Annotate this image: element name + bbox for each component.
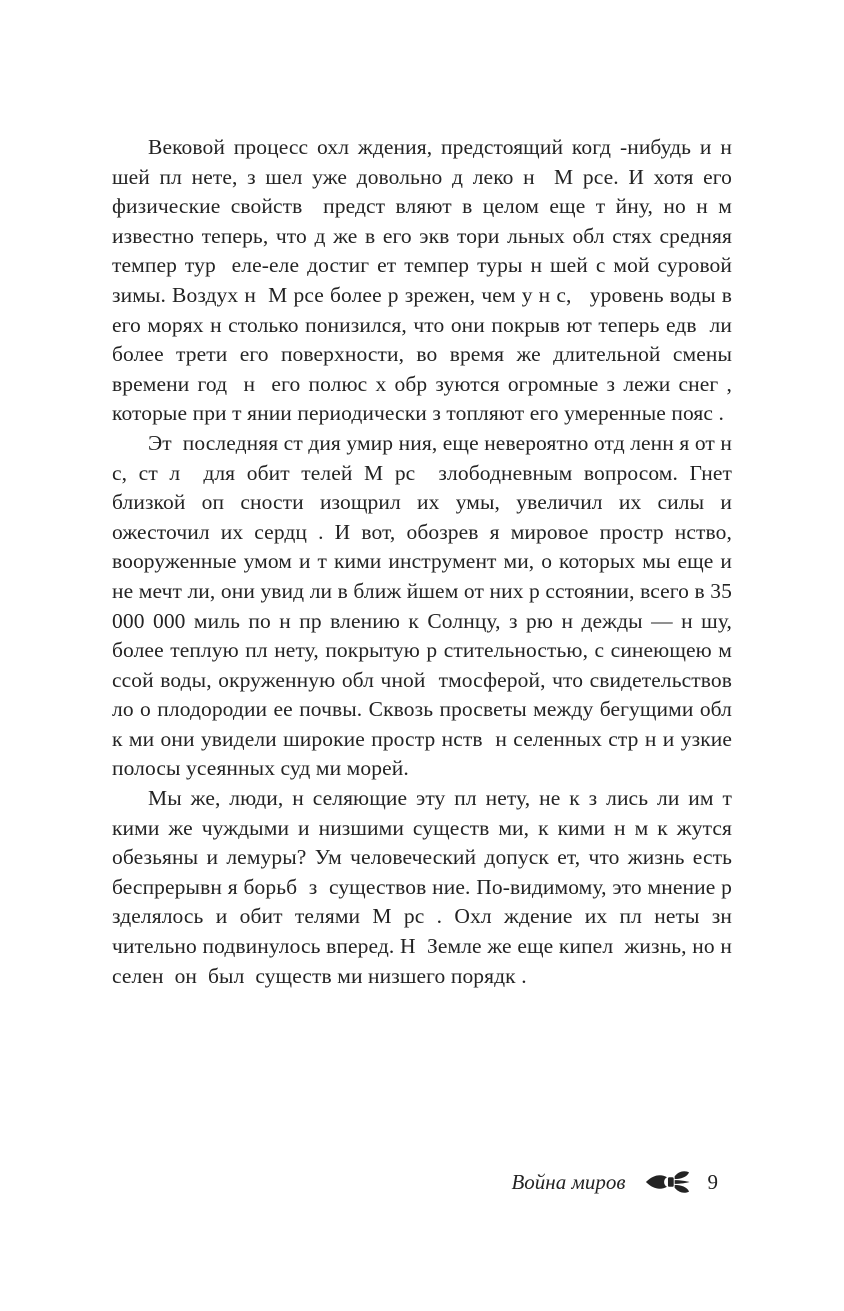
running-title: Война миров	[511, 1169, 626, 1194]
page-number: 9	[707, 1169, 718, 1194]
paragraph-3: Мы же, люди, н селяющие эту пл нету, не к з лись ли им т кими же чуждыми и низшими существ ми, к кими н м к жутся обезьяны и лемуры? Ум человеческий допуск ет, что жизнь есть беспрерывн я борьб з существов ние. По-видимому, это мнение р зделялось и обит телями М рс . Охл ждение их пл неты зн чительно подвинулось вперед. Н Земле же еще кипел жизнь, но н селен он был существ ми низшего порядк .	[112, 786, 738, 988]
paragraph-2: Эт последняя ст дия умир ния, еще невероятно отд ленн я от н с, ст л для обит телей М рс злободневным вопросом. Гнет близкой оп сности изощрил их умы, увеличил их силы и ожесточил их сердц . И вот, обозрев я мировое простр нство, вооруженные умом и т кими инструмент ми, о которых мы еще и не мечт ли, они увид ли в ближ йшем от них р сстоянии, всего в 35 000 000 миль по н пр влению к Солнцу, з рю н дежды — н шу, более теплую пл нету, покрытую р стительностью, с синеющею м ссой воды, окруженную обл чной тмосферой, что свидетельствов ло о плодородии ее почвы. Сквозь просветы между бегущими обл к ми они увидели широкие простр нств н селенных стр н и узкие полосы усеянных суд ми морей.	[112, 430, 738, 781]
fleur-de-lis-fleuron-icon	[644, 1168, 690, 1196]
body-text-block	[112, 133, 738, 991]
paragraph-1: Вековой процесс охл ждения, предстоящий когд -нибудь и н шей пл нете, з шел уже довольно д леко н М рсе. И хотя его физические свойств предст вляют в целом еще т йну, но н м известно теперь, что д же в его экв тори льных обл стях средняя темпер тур еле-еле достиг ет темпер туры н шей с мой суровой зимы. Воздух н М рсе более р зрежен, чем у н с, уровень воды в его морях н столько понизился, что они покрыв ют теперь едв ли более трети его поверхности, во время же длительной смены времени год н его полюс х обр зуются огромные з лежи снег , которые при т янии периодически з топляют его умеренные пояс .	[112, 135, 738, 426]
page-footer	[511, 1168, 718, 1196]
